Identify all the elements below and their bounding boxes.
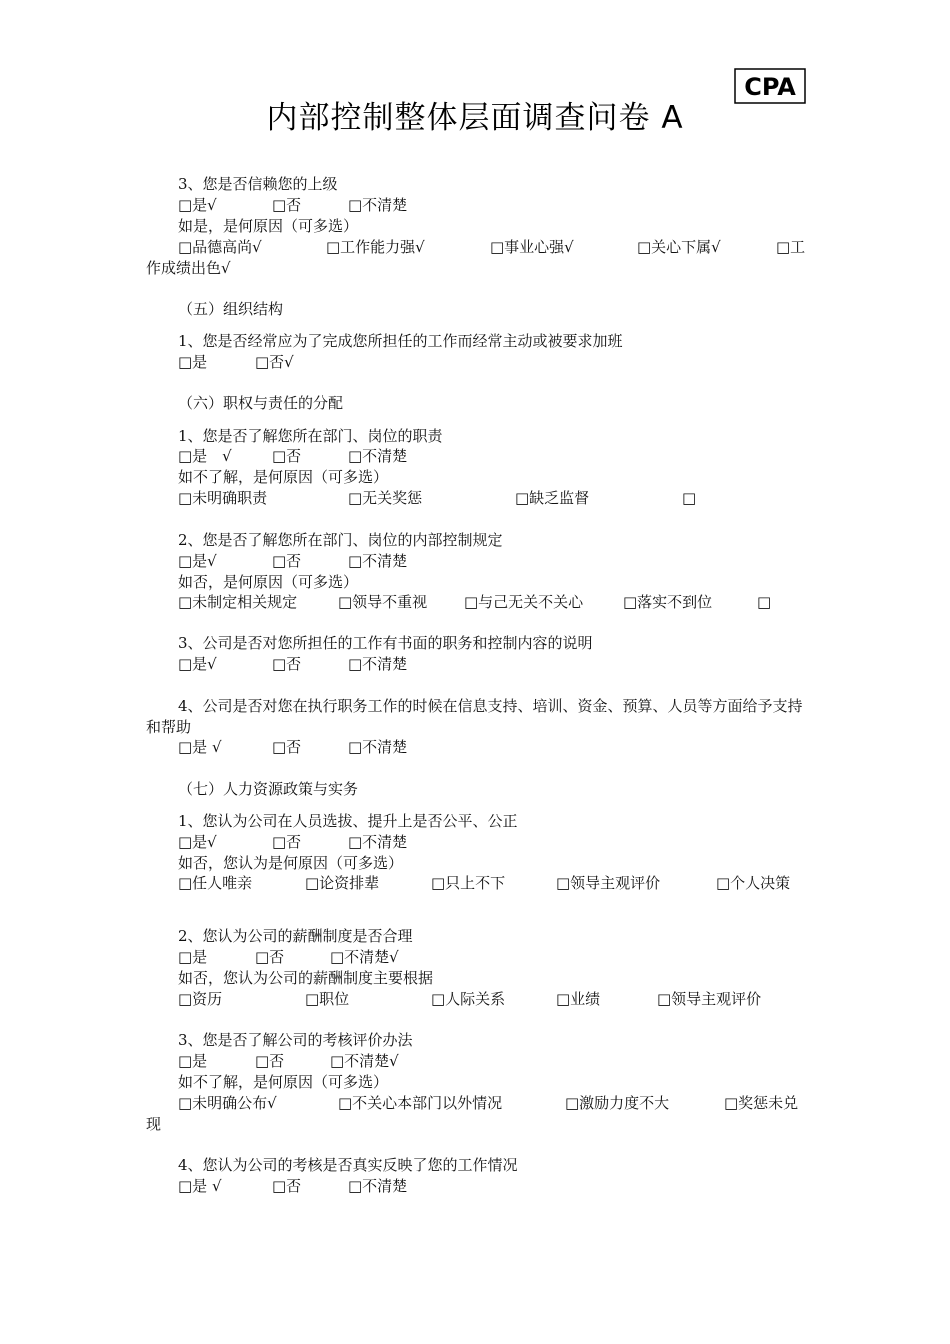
question: 2、您认为公司的薪酬制度是否合理 xyxy=(178,927,413,945)
option-yes[interactable]: □是√ xyxy=(178,552,217,570)
option[interactable]: □只上不下 xyxy=(431,874,506,892)
option[interactable]: □工作能力强√ xyxy=(326,238,425,256)
option-no[interactable]: □否√ xyxy=(255,353,294,371)
option[interactable]: □不关心本部门以外情况 xyxy=(338,1094,503,1112)
option-unclear[interactable]: □不清楚√ xyxy=(330,1052,399,1070)
option-no[interactable]: □否 xyxy=(272,1177,302,1195)
option-no[interactable]: □否 xyxy=(272,552,302,570)
question: 1、您是否经常应为了完成您所担任的工作而经常主动或被要求加班 xyxy=(178,332,623,350)
option[interactable]: □无关奖惩 xyxy=(348,489,423,507)
option[interactable]: □与己无关不关心 xyxy=(464,593,584,611)
option-no[interactable]: □否 xyxy=(272,196,302,214)
question: 2、您是否了解您所在部门、岗位的内部控制规定 xyxy=(178,531,503,549)
option-yes[interactable]: □是 xyxy=(178,948,208,966)
section-heading: （七）人力资源政策与实务 xyxy=(178,780,359,798)
option-yes[interactable]: □是 xyxy=(178,353,208,371)
option-no[interactable]: □否 xyxy=(272,447,302,465)
question: 3、您是否了解公司的考核评价办法 xyxy=(178,1031,413,1049)
option-yes[interactable]: □是 √ xyxy=(178,1177,222,1195)
question-trust-superior: 3、您是否信赖您的上级 xyxy=(178,175,338,193)
option[interactable]: □关心下属√ xyxy=(637,238,721,256)
option-no[interactable]: □否 xyxy=(255,1052,285,1070)
option[interactable]: □激励力度不大 xyxy=(565,1094,670,1112)
option[interactable]: □缺乏监督 xyxy=(515,489,590,507)
question: 1、您认为公司在人员选拔、提升上是否公平、公正 xyxy=(178,812,518,830)
svg-text:CPA: CPA xyxy=(744,73,796,101)
option-yes[interactable]: □是√ xyxy=(178,196,217,214)
option-yes[interactable]: □是√ xyxy=(178,655,217,673)
option-unclear[interactable]: □不清楚 xyxy=(348,552,408,570)
option[interactable]: □工 xyxy=(776,238,806,256)
question: 4、您认为公司的考核是否真实反映了您的工作情况 xyxy=(178,1156,518,1174)
sub-question: 如不了解，是何原因（可多选） xyxy=(178,468,389,486)
option-no[interactable]: □否 xyxy=(255,948,285,966)
sub-question: 如是，是何原因（可多选） xyxy=(178,217,359,235)
option[interactable]: □资历 xyxy=(178,990,223,1008)
option-yes[interactable]: □是 xyxy=(178,1052,208,1070)
option-yes[interactable]: □是√ xyxy=(178,833,217,851)
option-unclear[interactable]: □不清楚 xyxy=(348,833,408,851)
sub-question: 如不了解，是何原因（可多选） xyxy=(178,1073,389,1091)
option-yes[interactable]: □是 √ xyxy=(178,738,222,756)
option[interactable]: □领导主观评价 xyxy=(657,990,762,1008)
option[interactable]: □业绩 xyxy=(556,990,601,1008)
option[interactable]: □ xyxy=(682,489,697,507)
option-yes[interactable]: □是 √ xyxy=(178,447,232,465)
option[interactable]: □领导主观评价 xyxy=(556,874,661,892)
option-no[interactable]: □否 xyxy=(272,833,302,851)
option[interactable]: □事业心强√ xyxy=(490,238,574,256)
question: 3、公司是否对您所担任的工作有书面的职务和控制内容的说明 xyxy=(178,634,593,652)
page-title: 内部控制整体层面调查问卷 A xyxy=(266,100,684,136)
option-no[interactable]: □否 xyxy=(272,655,302,673)
section-heading: （五）组织结构 xyxy=(178,300,284,318)
option-unclear[interactable]: □不清楚 xyxy=(348,447,408,465)
option-unclear[interactable]: □不清楚 xyxy=(348,738,408,756)
section-heading: （六）职权与责任的分配 xyxy=(178,394,344,412)
option[interactable]: □落实不到位 xyxy=(623,593,713,611)
option[interactable]: □品德高尚√ xyxy=(178,238,262,256)
option-unclear[interactable]: □不清楚 xyxy=(348,1177,408,1195)
option[interactable]: □未明确职责 xyxy=(178,489,268,507)
option[interactable]: □职位 xyxy=(305,990,350,1008)
option-unclear[interactable]: □不清楚√ xyxy=(330,948,399,966)
sub-question: 如否，您认为公司的薪酬制度主要根据 xyxy=(178,969,434,987)
option[interactable]: □任人唯亲 xyxy=(178,874,253,892)
option-no[interactable]: □否 xyxy=(272,738,302,756)
option[interactable]: □未制定相关规定 xyxy=(178,593,298,611)
option[interactable]: □领导不重视 xyxy=(338,593,428,611)
option[interactable]: □奖惩未兑 xyxy=(724,1094,799,1112)
question: 4、公司是否对您在执行职务工作的时候在信息支持、培训、资金、预算、人员等方面给予支持和帮助 xyxy=(146,697,803,736)
option-wrap: 作成绩出色√ xyxy=(146,259,231,277)
option[interactable]: □论资排辈 xyxy=(305,874,380,892)
option-unclear[interactable]: □不清楚 xyxy=(348,196,408,214)
option[interactable]: □ xyxy=(757,593,772,611)
sub-question: 如否，是何原因（可多选） xyxy=(178,573,359,591)
sub-question: 如否，您认为是何原因（可多选） xyxy=(178,854,404,872)
option-wrap: 现 xyxy=(146,1115,162,1133)
option[interactable]: □个人决策 xyxy=(716,874,791,892)
option-unclear[interactable]: □不清楚 xyxy=(348,655,408,673)
option[interactable]: □未明确公布√ xyxy=(178,1094,277,1112)
option[interactable]: □人际关系 xyxy=(431,990,506,1008)
question: 1、您是否了解您所在部门、岗位的职责 xyxy=(178,427,443,445)
